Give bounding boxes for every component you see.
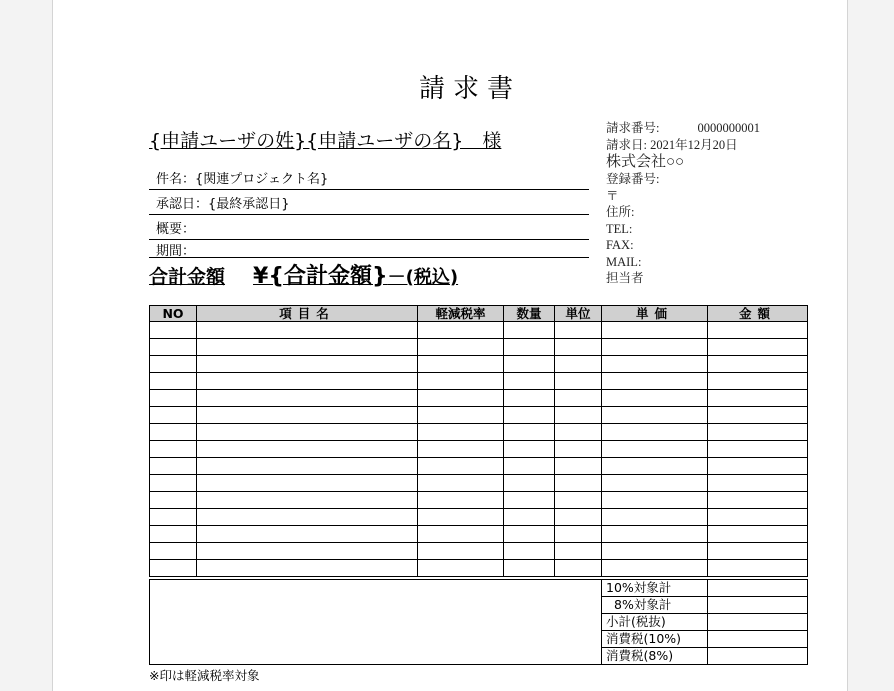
col-header-quantity: 数量	[504, 306, 555, 322]
table-cell	[602, 339, 708, 356]
table-cell	[708, 339, 808, 356]
table-cell	[150, 543, 197, 560]
table-cell	[555, 543, 602, 560]
table-cell	[197, 441, 418, 458]
table-cell	[555, 526, 602, 543]
table-cell	[555, 407, 602, 424]
table-cell	[418, 441, 504, 458]
table-cell	[418, 373, 504, 390]
table-row	[150, 339, 808, 356]
issuer-company: 株式会社○○	[606, 154, 685, 170]
table-header-row	[150, 306, 808, 322]
total-label: 合計金額	[149, 266, 226, 288]
table-cell	[602, 526, 708, 543]
mail-label: MAIL:	[606, 254, 642, 269]
col-header-unit: 単位	[555, 306, 602, 322]
table-cell	[708, 492, 808, 509]
table-cell	[150, 441, 197, 458]
reduced-tax-footnote: ※印は軽減税率対象	[149, 668, 260, 683]
table-cell	[504, 407, 555, 424]
table-cell	[504, 526, 555, 543]
summary-row-10-percent	[150, 580, 808, 597]
summary-label-8-percent: 8%対象計	[602, 597, 708, 614]
table-row	[150, 458, 808, 475]
table-cell	[150, 322, 197, 339]
info-row-approval-date	[149, 190, 589, 215]
table-cell	[504, 356, 555, 373]
table-cell	[708, 322, 808, 339]
table-cell	[555, 373, 602, 390]
table-cell	[197, 543, 418, 560]
table-cell	[602, 407, 708, 424]
table-cell	[708, 407, 808, 424]
table-cell	[555, 424, 602, 441]
table-cell	[555, 458, 602, 475]
table-cell	[150, 424, 197, 441]
invoice-page	[52, 0, 848, 691]
table-cell	[708, 475, 808, 492]
table-cell	[602, 322, 708, 339]
table-cell	[197, 424, 418, 441]
table-cell	[150, 356, 197, 373]
table-cell	[418, 356, 504, 373]
table-cell	[197, 407, 418, 424]
table-cell	[150, 390, 197, 407]
table-cell	[504, 441, 555, 458]
table-row	[150, 373, 808, 390]
table-cell	[504, 339, 555, 356]
summary-label-tax-8: 消費税(8%)	[602, 648, 708, 665]
table-cell	[418, 492, 504, 509]
col-header-reduced-tax: 軽減税率	[418, 306, 504, 322]
table-row	[150, 390, 808, 407]
table-cell	[555, 441, 602, 458]
table-cell	[602, 441, 708, 458]
table-row	[150, 475, 808, 492]
line-items-body	[150, 322, 808, 577]
table-row	[150, 526, 808, 543]
table-cell	[150, 560, 197, 577]
contact-label: 担当者	[606, 271, 644, 285]
table-cell	[197, 339, 418, 356]
col-header-unit-price: 単価	[602, 306, 708, 322]
registration-number-label: 登録番号:	[606, 172, 660, 186]
table-cell	[602, 390, 708, 407]
table-cell	[555, 322, 602, 339]
table-cell	[197, 390, 418, 407]
summary-value-tax-10	[708, 631, 808, 648]
table-cell	[504, 373, 555, 390]
info-row-period	[149, 240, 589, 258]
summary-label-subtotal: 小計(税抜)	[602, 614, 708, 631]
postal-mark: 〒	[606, 188, 619, 203]
info-row-subject	[149, 165, 589, 190]
invoice-number-label: 請求番号:	[606, 121, 660, 135]
fax-label: FAX:	[606, 238, 634, 252]
table-cell	[708, 424, 808, 441]
table-cell	[602, 424, 708, 441]
table-cell	[504, 458, 555, 475]
table-cell	[150, 407, 197, 424]
table-cell	[150, 373, 197, 390]
table-cell	[555, 509, 602, 526]
summary-value-tax-8	[708, 648, 808, 665]
summary-label-tax-10: 消費税(10%)	[602, 631, 708, 648]
table-cell	[197, 509, 418, 526]
table-cell	[708, 458, 808, 475]
table-cell	[602, 560, 708, 577]
table-cell	[555, 475, 602, 492]
approval-date-text: 承認日：{最終承認日}	[156, 197, 290, 212]
table-cell	[418, 407, 504, 424]
table-cell	[555, 390, 602, 407]
summary-label-10-percent: 10%対象計	[602, 580, 708, 597]
table-cell	[708, 543, 808, 560]
table-cell	[418, 339, 504, 356]
table-cell	[418, 526, 504, 543]
table-cell	[708, 526, 808, 543]
table-cell	[504, 424, 555, 441]
table-cell	[197, 322, 418, 339]
subject-text: 件名：{関連プロジェクト名}	[156, 172, 329, 187]
table-cell	[504, 475, 555, 492]
table-cell	[504, 492, 555, 509]
table-cell	[555, 560, 602, 577]
table-cell	[602, 509, 708, 526]
invoice-number: 0000000001	[697, 121, 760, 135]
summary-value-subtotal	[708, 614, 808, 631]
table-cell	[418, 424, 504, 441]
table-cell	[708, 509, 808, 526]
table-cell	[418, 475, 504, 492]
table-cell	[504, 560, 555, 577]
tel-label: TEL:	[606, 221, 633, 236]
table-row	[150, 543, 808, 560]
table-cell	[708, 390, 808, 407]
table-cell	[708, 356, 808, 373]
address-label: 住所:	[606, 205, 635, 219]
table-cell	[197, 458, 418, 475]
table-cell	[504, 390, 555, 407]
invoice-number-line	[606, 120, 760, 137]
table-cell	[150, 339, 197, 356]
table-row	[150, 560, 808, 577]
table-cell	[418, 509, 504, 526]
table-cell	[418, 543, 504, 560]
summary-table	[149, 579, 808, 665]
col-header-item: 項目名	[197, 306, 418, 322]
table-cell	[555, 339, 602, 356]
table-cell	[150, 492, 197, 509]
info-row-summary	[149, 215, 589, 240]
table-row	[150, 322, 808, 339]
table-cell	[418, 322, 504, 339]
table-cell	[197, 492, 418, 509]
customer-name: {申請ユーザの姓}{申請ユーザの名} 様	[149, 130, 502, 152]
col-header-amount: 金額	[708, 306, 808, 322]
table-cell	[708, 560, 808, 577]
col-header-no: NO	[150, 306, 197, 322]
table-row	[150, 492, 808, 509]
table-cell	[197, 356, 418, 373]
table-cell	[602, 492, 708, 509]
summary-text: 概要：	[156, 222, 196, 237]
summary-blank-area	[150, 580, 602, 665]
table-cell	[197, 560, 418, 577]
table-cell	[708, 373, 808, 390]
table-cell	[504, 322, 555, 339]
table-cell	[150, 475, 197, 492]
table-cell	[602, 373, 708, 390]
table-cell	[602, 543, 708, 560]
table-row	[150, 441, 808, 458]
invoice-date: 請求日: 2021年12月20日	[606, 137, 738, 152]
table-cell	[602, 356, 708, 373]
table-cell	[150, 526, 197, 543]
table-cell	[602, 458, 708, 475]
total-amount: ¥{合計金額}	[253, 264, 388, 289]
table-cell	[555, 356, 602, 373]
table-row	[150, 424, 808, 441]
issuer-block	[606, 120, 760, 287]
table-cell	[197, 475, 418, 492]
table-row	[150, 407, 808, 424]
period-text: 期間：	[156, 244, 196, 259]
table-cell	[504, 509, 555, 526]
total-amount-line	[149, 259, 458, 290]
table-row	[150, 356, 808, 373]
table-row	[150, 509, 808, 526]
document-title: 請求書	[419, 74, 522, 104]
line-items-table	[149, 305, 808, 577]
table-cell	[418, 560, 504, 577]
table-cell	[708, 441, 808, 458]
table-cell	[150, 509, 197, 526]
table-cell	[197, 373, 418, 390]
table-cell	[602, 475, 708, 492]
summary-value-10-percent	[708, 580, 808, 597]
table-cell	[418, 390, 504, 407]
table-cell	[555, 492, 602, 509]
tax-included-note: －(税込)	[387, 267, 459, 288]
table-cell	[197, 526, 418, 543]
table-cell	[418, 458, 504, 475]
table-cell	[504, 543, 555, 560]
table-cell	[150, 458, 197, 475]
summary-value-8-percent	[708, 597, 808, 614]
